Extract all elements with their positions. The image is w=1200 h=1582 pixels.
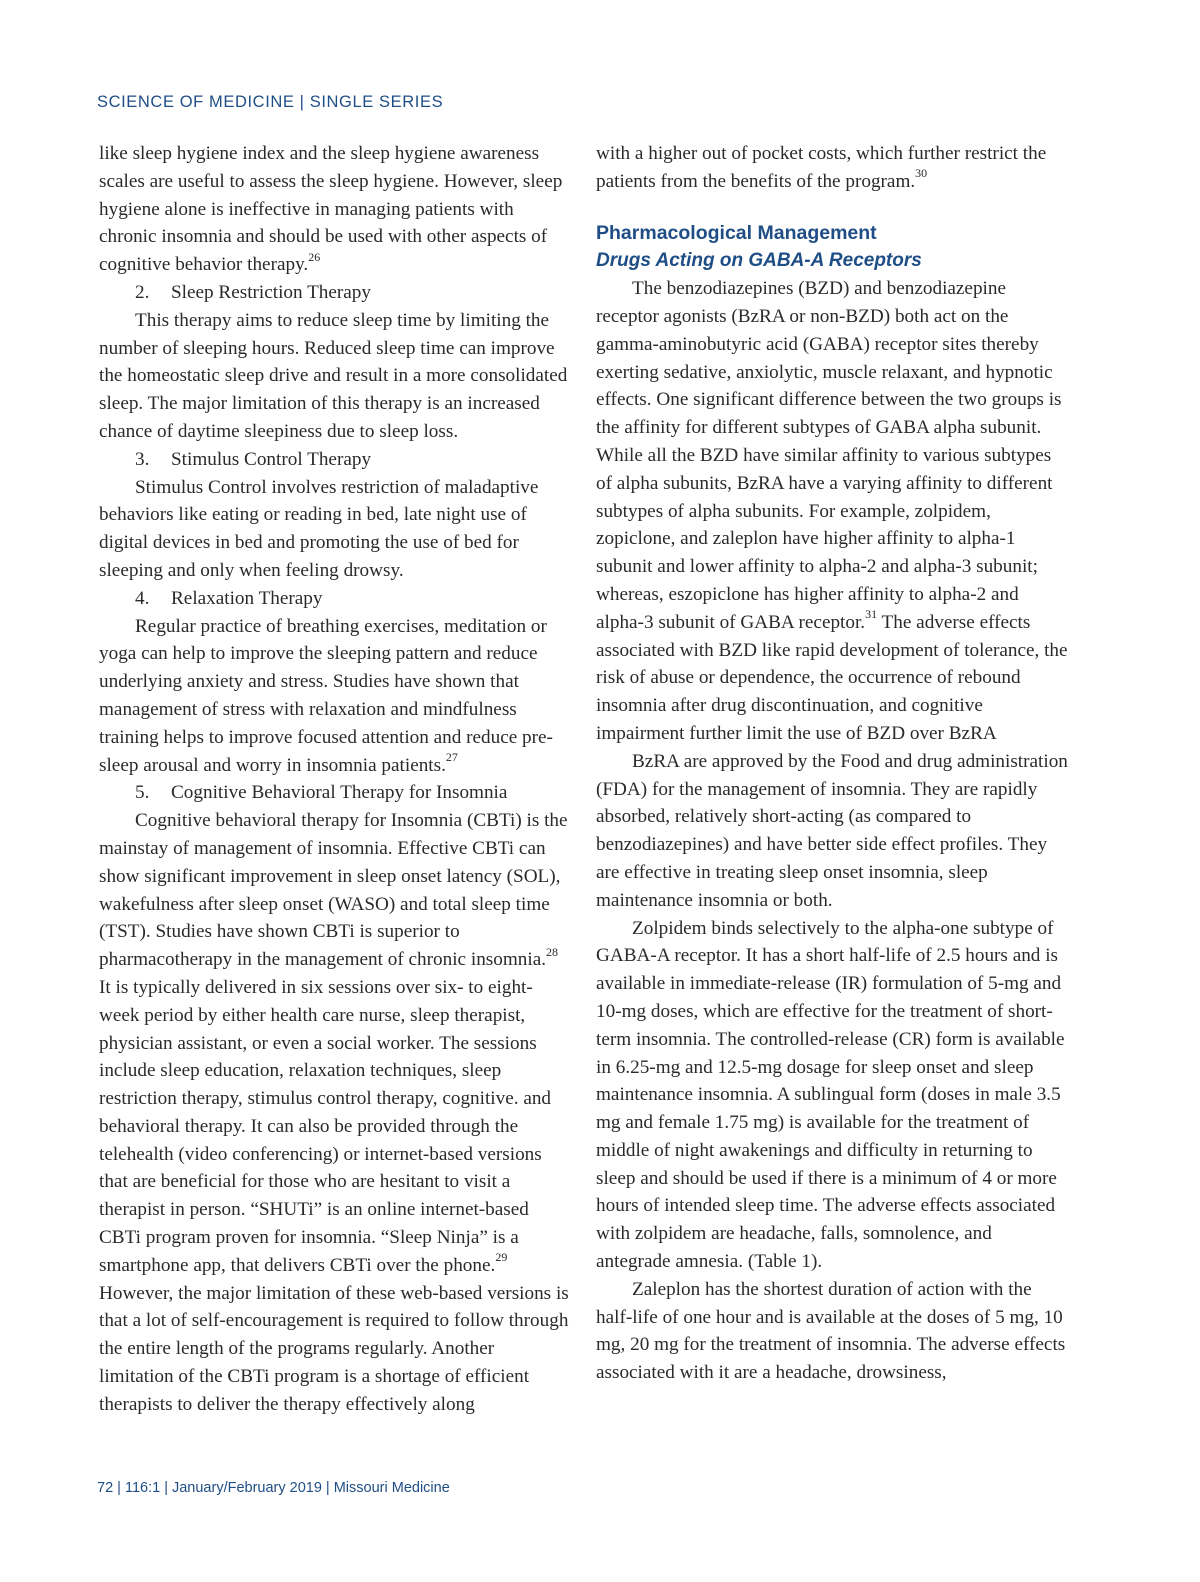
list-item-stimulus-control: 3. Stimulus Control Therapy: [135, 448, 372, 470]
paragraph-sleep-restriction: This therapy aims to reduce sleep time by limiting the number of sleeping hours. Reduced sleep time can improve the homeostatic sleep drive and result in a more consolidated sleep. The major limitation of this therapy is an increased chance of daytime sleepiness due to sleep loss.: [99, 309, 568, 442]
reference-26: 26: [308, 249, 321, 264]
right-column: [596, 140, 1070, 1387]
reference-27: 27: [445, 750, 458, 765]
list-item-sleep-restriction: 2. Sleep Restriction Therapy: [135, 281, 371, 303]
running-head: SCIENCE OF MEDICINE | SINGLE SERIES: [97, 93, 444, 111]
paragraph-zaleplon: Zaleplon has the shortest duration of action with the half-life of one hour and is available at the doses of 5 mg, 10 mg, 20 mg for the treatment of insomnia. The adverse effects associated with it are a headache, drowsiness,: [596, 1278, 1066, 1384]
list-item-cbti: 5. Cognitive Behavioral Therapy for Insomnia: [135, 782, 508, 804]
section-subheading: Drugs Acting on GABA-A Receptors: [596, 250, 922, 272]
left-column: [99, 140, 573, 1419]
paragraph-bzra-fda: BzRA are approved by the Food and drug administration (FDA) for the management of insomnia. They are rapidly absorbed, relatively short-acting (as compared to benzodiazepines) and have better side effect profiles. They are effective in treating sleep onset insomnia, sleep maintenance insomnia or both.: [596, 750, 1068, 911]
paragraph-cbti-continued: with a higher out of pocket costs, which further restrict the patients from the benefits of the program.$^{30}$: [596, 143, 1047, 192]
page-footer: 72 | 116:1 | January/February 2019 | Missouri Medicine: [97, 1480, 450, 1496]
paragraph-stimulus-control: Stimulus Control involves restriction of maladaptive behaviors like eating or reading in bed, late night use of digital devices in bed and promoting the use of bed for sleeping and only when feeling drowsy.: [99, 476, 539, 581]
reference-30: 30: [915, 166, 928, 181]
reference-29: 29: [495, 1250, 508, 1265]
list-item-relaxation: 4. Relaxation Therapy: [135, 587, 323, 609]
paragraph-relaxation: Regular practice of breathing exercises, meditation or yoga can help to improve the sleeping pattern and reduce underlying anxiety and stress. Studies have shown that management of stress with relaxation and mindfulness training helps to improve focused attention and reduce pre-sleep arousal and worry in insomnia patients.$^{27}$: [99, 615, 553, 776]
reference-28: 28: [546, 944, 559, 959]
paragraph-cbti: Cognitive behavioral therapy for Insomnia (CBTi) is the mainstay of management of insomnia. Effective CBTi can show significant improvement in sleep onset latency (SOL), wakefulness after sleep onset (WASO) and total sleep time (TST). Studies have shown CBTi is superior to pharmacotherapy in the management of chronic insomnia.$^{28}$ It is typically delivered in six sessions over six- to eight-week period by either health care nurse, sleep therapist, physician assistant, or even a social worker. The sessions include sleep education, relaxation techniques, sleep restriction therapy, stimulus control therapy, cognitive. and behavioral therapy. It can also be provided through the telehealth (video conferencing) or internet-based versions that are beneficial for those who are hesitant to visit a therapist in person. “SHUTi” is an online internet-based CBTi program proven for insomnia. “Sleep Ninja” is a smartphone app, that delivers CBTi over the phone.$^{29}$ However, the major limitation of these web-based versions is that a lot of self-encouragement is required to follow through the entire length of the programs regularly. Another limitation of the CBTi program is a shortage of efficient therapists to deliver the therapy effectively along: [99, 810, 569, 1415]
paragraph-bzd-bzra: The benzodiazepines (BZD) and benzodiazepine receptor agonists (BzRA or non-BZD) both act on the gamma-aminobutyric acid (GABA) receptor sites thereby exerting sedative, anxiolytic, muscle relaxant, and hypnotic effects. One significant difference between the two groups is the affinity for different subtypes of GABA alpha subunit. While all the BZD have similar affinity to various subtypes of alpha subunits, BzRA have a varying affinity to different subtypes of alpha subunits. For example, zolpidem, zopiclone, and zaleplon have higher affinity to alpha-1 subunit and lower affinity to alpha-2 and alpha-3 subunit; whereas, eszopiclone has higher affinity to alpha-2 and alpha-3 subunit of GABA receptor.$^{31}$ The adverse effects associated with BZD like rapid development of tolerance, the risk of abuse or dependence, the occurrence of rebound insomnia after drug discontinuation, and cognitive impairment further limit the use of BZD over BzRA: [596, 278, 1068, 744]
reference-31: 31: [865, 607, 878, 622]
paragraph-sleep-hygiene: like sleep hygiene index and the sleep hygiene awareness scales are useful to assess the sleep hygiene. However, sleep hygiene alone is ineffective in managing patients with chronic insomnia and should be used with other aspects of cognitive behavior therapy.$^{26}$: [99, 143, 563, 276]
paragraph-zolpidem: Zolpidem binds selectively to the alpha-one subtype of GABA-A receptor. It has a short half-life of 2.5 hours and is available in immediate-release (IR) formulation of 5-mg and 10-mg doses, which are effective for the treatment of short-term insomnia. The controlled-release (CR) form is available in 6.25-mg and 12.5-mg dosage for sleep onset and sleep maintenance insomnia. A sublingual form (doses in male 3.5 mg and female 1.75 mg) is available for the treatment of middle of night awakenings and difficulty in returning to sleep and should be used if there is a minimum of 4 or more hours of intended sleep time. The adverse effects associated with zolpidem are headache, falls, somnolence, and antegrade amnesia. (Table 1).: [596, 917, 1065, 1273]
section-heading: Pharmacological Management: [596, 221, 877, 244]
